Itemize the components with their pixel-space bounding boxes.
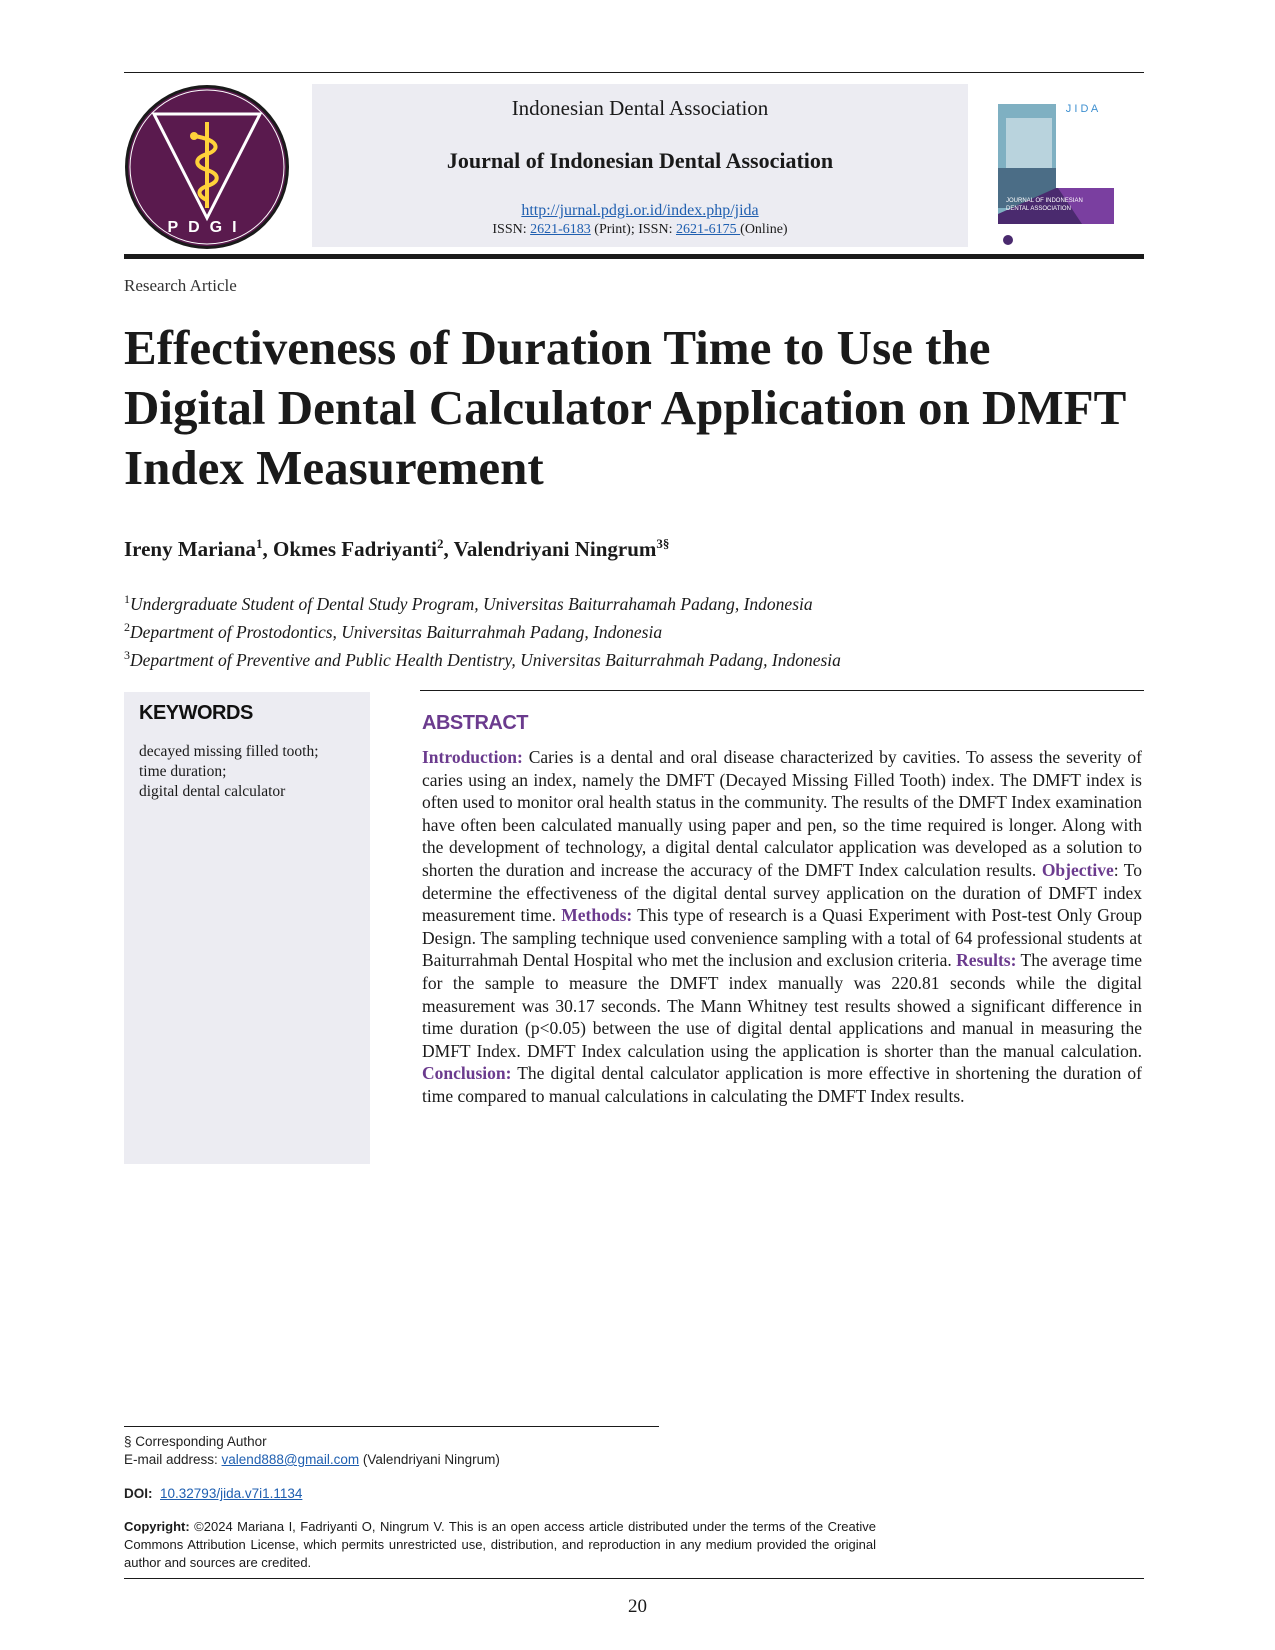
doi-line	[124, 1486, 302, 1501]
copyright-label: Copyright:	[124, 1519, 190, 1534]
abstract-rule	[420, 690, 1144, 691]
top-rule	[124, 72, 1144, 73]
keyword-item: decayed missing filled tooth;	[139, 743, 319, 760]
journal-header	[312, 84, 968, 247]
cover-subtitle-2: DENTAL ASSOCIATION	[1006, 206, 1071, 212]
methods-label: Methods:	[561, 905, 633, 926]
keyword-item: time duration;	[139, 763, 227, 780]
doi-link[interactable]: 10.32793/jida.v7i1.1134	[160, 1486, 303, 1501]
author-3: Valendriyani Ningrum	[453, 537, 657, 561]
email-link[interactable]: valend888@gmail.com	[221, 1452, 360, 1467]
footnote-rule	[124, 1426, 659, 1427]
issn-line: ISSN: 2621-6183 (Print); ISSN: 2621-6175 (Online)	[492, 222, 788, 237]
email-line: E-mail address: valend888@gmail.com (Valendriyani Ningrum)	[124, 1452, 500, 1467]
journal-name: Journal of Indonesian Dental Association	[446, 148, 834, 173]
keyword-item: digital dental calculator	[139, 783, 286, 800]
article-title: Effectiveness of Duration Time to Use the Digital Dental Calculator Application on DMFT Index Measurement	[124, 320, 1126, 495]
affiliation-1: $^1$Undergraduate Student of Dental Study Program, Universitas Baiturrahamah Padang, Indonesia	[124, 592, 813, 614]
author-list: Ireny Mariana$^1$, Okmes Fadriyanti$^2$, Valendriyani Ningrum$^{3\S}$	[124, 536, 670, 561]
abstract-heading: ABSTRACT	[422, 712, 528, 734]
pdgi-logo-icon	[124, 84, 290, 250]
bottom-rule	[124, 1578, 1144, 1579]
objective-label: Objective	[1041, 859, 1114, 880]
article-type: Research Article	[124, 276, 237, 295]
association-name: Indonesian Dental Association	[511, 96, 769, 120]
issn-print-link[interactable]: 2621-6183	[530, 222, 591, 237]
cover-text: J I D A	[1065, 103, 1099, 115]
author-1: Ireny Mariana	[124, 537, 257, 561]
affiliation-2: $^2$Department of Prostodontics, Universitas Baiturrahmah Padang, Indonesia	[124, 619, 663, 642]
author-2: Okmes Fadriyanti	[273, 537, 437, 561]
logo-text: PDGI	[167, 219, 247, 236]
keywords-box	[124, 692, 370, 1164]
cover-subtitle-1: JOURNAL OF INDONESIAN	[1006, 198, 1083, 204]
affiliation-3: $^3$Department of Preventive and Public Health Dentistry, Universitas Baiturrahmah Padang, Indonesia	[124, 647, 841, 670]
journal-url-link[interactable]: http://jurnal.pdgi.or.id/index.php/jida	[521, 202, 759, 219]
conclusion-label: Conclusion:	[422, 1063, 512, 1084]
keywords-list	[139, 742, 319, 802]
results-label: Results:	[956, 950, 1017, 971]
doi-label: DOI:	[124, 1486, 153, 1501]
issn-online-link[interactable]: 2621-6175	[675, 222, 741, 237]
abstract-body: Introduction: Caries is a dental and oral disease characterized by cavities. To assess the severity of caries using an index, namely the DMFT (Decayed Missing Filled Tooth) index. The DMFT index is often used to monitor oral health status in the community. The results of the DMFT Index examination have often been calculated manually using paper and pen, so the time required is longer. Along with the development of technology, a digital dental calculator application was developed as a solution to shorten the duration and increase the accuracy of the DMFT Index calculation results. Objective: To determine the effectiveness of the digital dental survey application on the duration of DMFT index measurement time. Methods: This type of research is a Quasi Experiment with Post-test Only Group Design. The sampling technique used convenience sampling with a total of 64 professional students at Baiturrahmah Dental Hospital who met the inclusion and exclusion criteria. Results: The average time for the sample to measure the DMFT index manually was 220.81 seconds while the digital measurement was 30.17 seconds. The Mann Whitney test results showed a significant difference in time duration (p<0.05) between the use of digital dental applications and manual in measuring the DMFT Index. DMFT Index calculation using the application is shorter than the manual calculation. Conclusion: The digital dental calculator application is more effective in shortening the duration of time compared to manual calculations in calculating the DMFT Index results.	[422, 747, 1142, 1106]
journal-cover-image	[998, 96, 1114, 250]
header-thick-rule	[124, 254, 1144, 259]
keywords-heading: KEYWORDS	[139, 702, 253, 724]
affiliations	[124, 588, 841, 671]
corresponding-author-note: § Corresponding Author	[124, 1434, 267, 1449]
copyright-notice: Copyright: ©2024 Mariana I, Fadriyanti O, Ningrum V. This is an open access article distributed under the terms of the Creative Commons Attribution License, which permits unrestricted use, distribution, and reproduction in any medium provided the original author and sources are credited.	[124, 1519, 876, 1570]
introduction-label: Introduction:	[422, 747, 523, 767]
page-number: 20	[628, 1596, 647, 1617]
